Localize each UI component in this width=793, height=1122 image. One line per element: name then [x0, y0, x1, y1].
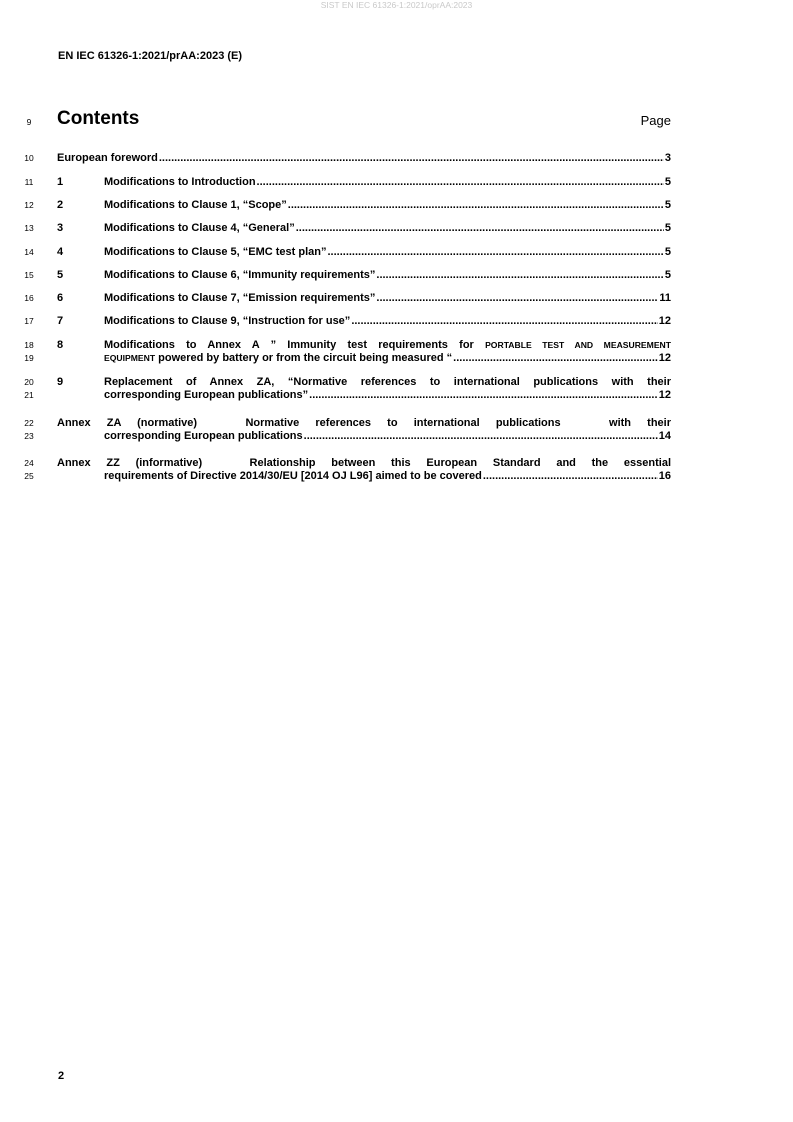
line-number: 24 — [24, 458, 34, 468]
line-number: 23 — [24, 431, 34, 441]
toc-entry-9[interactable] — [57, 376, 671, 402]
document-header: EN IEC 61326-1:2021/prAA:2023 (E) — [58, 50, 243, 62]
contents-title: Contents — [57, 108, 140, 129]
toc-entry-title: Modifications to Clause 4, “General” — [104, 222, 295, 234]
line-number: 11 — [24, 177, 34, 187]
dot-leader — [288, 199, 664, 212]
toc-entry-page: 5 — [664, 222, 671, 234]
toc-entry-page: 5 — [664, 176, 671, 188]
dot-leader — [309, 389, 658, 402]
toc-entry-annex-zz[interactable] — [57, 457, 671, 483]
toc-entry-7[interactable] — [57, 315, 671, 328]
line-number: 10 — [24, 153, 34, 163]
dot-leader — [351, 315, 657, 328]
toc-entry-page: 5 — [664, 269, 671, 281]
dot-leader — [483, 470, 658, 483]
toc-entry-title-line1: Annex ZZ (informative) Relationship between this European Standard and the essential — [57, 457, 671, 469]
toc-entry-page: 14 — [658, 430, 671, 442]
toc-entry-3[interactable] — [57, 222, 671, 235]
dot-leader — [376, 269, 663, 282]
line-number: 14 — [24, 247, 34, 257]
toc-entry-2[interactable] — [57, 199, 671, 212]
watermark: SIST EN IEC 61326-1:2021/oprAA:2023 — [320, 0, 473, 10]
dot-leader — [159, 152, 664, 165]
toc-entry-number: 6 — [57, 292, 64, 304]
toc-entry-page: 5 — [664, 246, 671, 258]
toc-entry-title-line2: EQUIPMENT powered by battery or from the circuit being measured “ — [104, 352, 453, 364]
toc-entry-page: 12 — [658, 389, 671, 401]
line-number: 13 — [24, 223, 34, 233]
line-number: 25 — [24, 471, 34, 481]
toc-entry-number: 8 — [57, 339, 64, 351]
toc-entry-foreword[interactable] — [57, 152, 671, 165]
toc-entry-page: 16 — [658, 470, 671, 482]
dot-leader — [296, 222, 664, 235]
toc-entry-number: 3 — [57, 222, 64, 234]
toc-entry-title: Modifications to Clause 6, “Immunity requirements” — [104, 269, 376, 281]
line-number: 16 — [24, 293, 34, 303]
toc-entry-title: Modifications to Introduction — [104, 176, 256, 188]
dot-leader — [304, 430, 658, 443]
toc-entry-4[interactable] — [57, 246, 671, 259]
toc-entry-title-line2: requirements of Directive 2014/30/EU [2014 OJ L96] aimed to be covered — [104, 470, 482, 482]
toc-entry-page: 12 — [658, 315, 671, 327]
line-number: 21 — [24, 390, 34, 400]
toc-entry-page: 5 — [664, 199, 671, 211]
toc-entry-page: 12 — [658, 352, 671, 364]
line-number: 15 — [24, 270, 34, 280]
toc-entry-page: 3 — [664, 152, 671, 164]
dot-leader — [376, 292, 658, 305]
toc-entry-number: 5 — [57, 269, 64, 281]
toc-entry-number: 7 — [57, 315, 64, 327]
page-column-label: Page — [640, 113, 671, 128]
toc-entry-number: 9 — [57, 376, 64, 388]
line-number: 17 — [24, 316, 34, 326]
dot-leader — [257, 176, 664, 189]
line-number: 9 — [26, 117, 32, 127]
toc-entry-title-line1: Modifications to Annex A ” Immunity test requirements for PORTABLE TEST AND MEASUREMENT — [104, 339, 672, 351]
toc-entry-number: 1 — [57, 176, 64, 188]
line-number: 18 — [24, 340, 34, 350]
toc-entry-title: Modifications to Clause 5, “EMC test plan” — [104, 246, 327, 258]
dot-leader — [327, 246, 663, 259]
toc-entry-title: Modifications to Clause 9, “Instruction for use” — [104, 315, 351, 327]
toc-entry-title-line2: corresponding European publications — [104, 430, 303, 442]
dot-leader — [453, 352, 658, 365]
toc-entry-number: 4 — [57, 246, 64, 258]
toc-entry-page: 11 — [659, 292, 671, 304]
line-number: 22 — [24, 418, 34, 428]
toc-entry-title: Modifications to Clause 7, “Emission requirements” — [104, 292, 376, 304]
page-number: 2 — [58, 1070, 65, 1082]
toc-entry-title: Modifications to Clause 1, “Scope” — [104, 199, 287, 211]
line-number: 12 — [24, 200, 34, 210]
toc-entry-number: 2 — [57, 199, 64, 211]
toc-entry-annex-za[interactable] — [57, 417, 671, 443]
toc-entry-title-line1: Replacement of Annex ZA, “Normative references to international publications with their — [104, 376, 671, 388]
toc-entry-title-line2: corresponding European publications” — [104, 389, 309, 401]
line-number: 19 — [24, 353, 34, 363]
toc-entry-5[interactable] — [57, 269, 671, 282]
toc-entry-title: European foreword — [57, 152, 158, 164]
toc-entry-6[interactable] — [57, 292, 671, 305]
toc-entry-title-line1: Annex ZA (normative) Normative references to international publications with their — [57, 417, 671, 429]
line-number: 20 — [24, 377, 34, 387]
toc-entry-8[interactable] — [57, 339, 671, 365]
toc-entry-1[interactable] — [57, 176, 671, 189]
